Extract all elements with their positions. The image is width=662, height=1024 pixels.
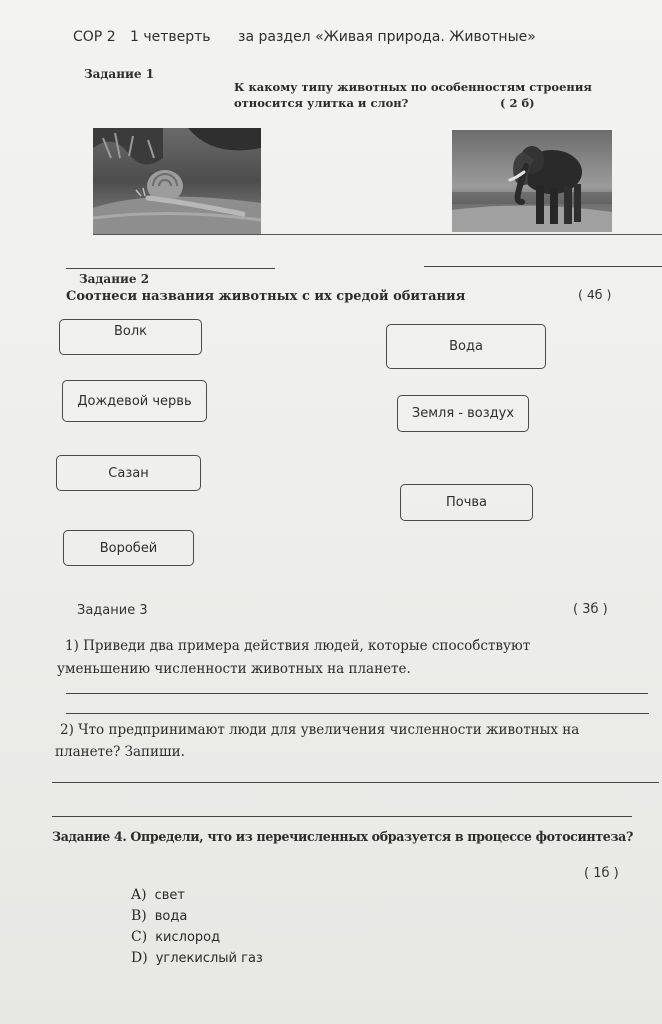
task3-title: Задание 3: [77, 603, 148, 618]
task1-points: ( 2 б): [500, 96, 535, 110]
task3-points: ( 3б ): [573, 602, 608, 617]
option-text: свет: [154, 888, 185, 903]
option-text: кислород: [155, 930, 221, 945]
task2-title: Задание 2: [79, 272, 150, 286]
task3-q2-line1: 2) Что предпринимают люди для увеличения численности животных на: [60, 722, 580, 738]
option-letter: C): [131, 929, 148, 945]
option-letter: D): [131, 950, 148, 966]
header-section: за раздел «Живая природа. Животные»: [238, 29, 536, 45]
task2-instruction: Соотнеси названия животных с их средой обитания: [66, 289, 466, 304]
task3-answer-line-4[interactable]: [52, 816, 632, 817]
animal-box-earthworm[interactable]: [62, 380, 207, 422]
task3-q1-line1: 1) Приведи два примера действия людей, которые способствуют: [65, 638, 531, 654]
task1-title: Задание 1: [84, 67, 155, 81]
task1-question: [234, 79, 592, 111]
habitat-label: Вода: [449, 339, 483, 354]
task3-answer-line-2[interactable]: [66, 713, 649, 714]
task4-option-c[interactable]: [131, 929, 220, 945]
task3-answer-line-3[interactable]: [52, 782, 659, 783]
answer-line-snail[interactable]: [66, 268, 275, 269]
task1-question-line2: относится улитка и слон?: [234, 96, 409, 110]
task1-divider: [93, 234, 662, 235]
task1-question-line1: К какому типу животных по особенностям строения: [234, 80, 592, 94]
task3-answer-line-1[interactable]: [66, 693, 648, 694]
animal-label: Дождевой червь: [77, 393, 192, 409]
habitat-label: Почва: [445, 495, 488, 510]
task4-option-d[interactable]: [131, 950, 263, 966]
animal-label: Волк: [113, 324, 148, 339]
animal-label: Воробей: [99, 540, 158, 556]
snail-photo: [93, 128, 261, 234]
task4-option-b[interactable]: [131, 908, 187, 924]
habitat-box-water[interactable]: [386, 324, 546, 369]
header-quarter: 1 четверть: [130, 29, 211, 45]
habitat-label: Земля - воздух: [411, 406, 515, 421]
animal-box-carp[interactable]: [56, 455, 201, 491]
animal-box-wolf[interactable]: [59, 319, 202, 355]
option-text: углекислый газ: [155, 951, 263, 966]
habitat-box-soil[interactable]: [400, 484, 533, 521]
animal-label: Сазан: [108, 465, 149, 481]
habitat-box-land-air[interactable]: [397, 395, 529, 432]
task4-option-a[interactable]: [131, 887, 185, 903]
elephant-photo: [452, 130, 612, 232]
option-letter: B): [131, 908, 147, 924]
task3-q1-line2: уменьшению численности животных на планете.: [57, 661, 411, 677]
option-text: вода: [154, 909, 188, 924]
option-letter: A): [131, 887, 147, 903]
task2-points: ( 4б ): [578, 287, 612, 302]
header-sor: СОР 2: [73, 29, 116, 45]
animal-box-sparrow[interactable]: [63, 530, 194, 566]
task4-question: Задание 4. Определи, что из перечисленных образуется в процессе фотосинтеза?: [52, 829, 633, 844]
task4-points: ( 1б ): [584, 866, 619, 881]
task3-q2-line2: планете? Запиши.: [55, 744, 185, 760]
answer-line-elephant[interactable]: [424, 266, 662, 267]
